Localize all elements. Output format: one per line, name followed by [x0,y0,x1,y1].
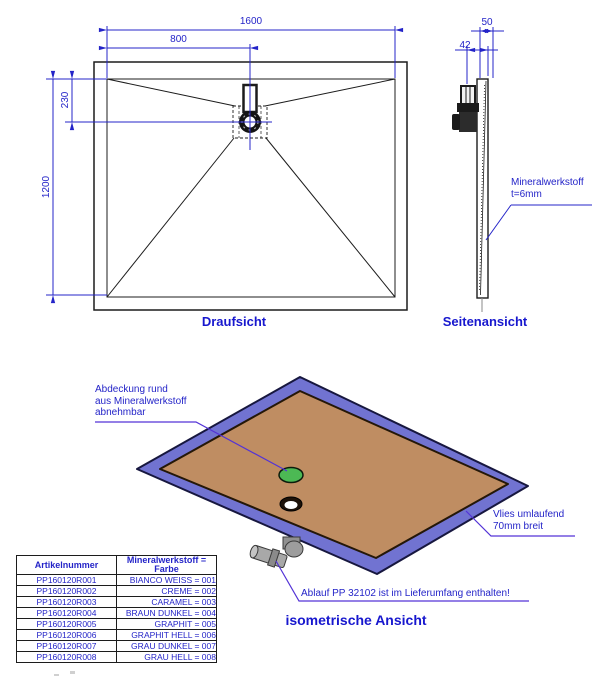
scan-artifact [54,674,59,676]
material-note: Mineralwerkstoff t=6mm [511,177,584,200]
table-row: PP160120R008 GRAU HELL = 008 [17,652,217,663]
dim-text-800: 800 [170,34,187,45]
round-cover-cap [279,468,303,483]
fleece-note: Vlies umlaufend 70mm breit [493,509,565,532]
side-view-outline [452,79,488,312]
tray-surface [160,391,508,558]
side-drain-body [459,112,477,132]
table-row: PP160120R003 CARAMEL = 003 [17,597,217,608]
dim-text-230: 230 [60,91,71,109]
header-artikelnummer: Artikelnummer [17,556,117,575]
parts-table [16,555,217,663]
header-farbe: Mineralwerkstoff = Farbe [117,556,217,575]
scan-artifact [70,671,75,674]
table-row: PP160120R007 GRAU DUNKEL = 007 [17,641,217,652]
table-row: PP160120R002 CREME = 002 [17,586,217,597]
side-view-dimensions [455,27,592,240]
material-note-leader [486,205,511,240]
dim-text-42: 42 [459,40,471,51]
side-drain-flange [457,103,479,112]
side-drain-stem [461,86,475,104]
cover-note: Abdeckung rund aus Mineralwerkstoff abnehmbar [95,384,187,418]
drain-note: Ablauf PP 32102 ist im Lieferumfang enthalten! [301,588,510,599]
dim-text-1600: 1600 [239,16,263,27]
side-drain-knob [452,114,460,130]
table-row: PP160120R006 GRAPHIT HELL = 006 [17,630,217,641]
dim-text-1200: 1200 [41,175,52,199]
iso-view [137,377,528,574]
iso-view-title: isometrische Ansicht [285,612,427,628]
top-view-title: Draufsicht [201,314,267,329]
table-row: PP160120R001 BIANCO WEISS = 001 [17,575,217,586]
table-row: PP160120R004 BRAUN DUNKEL = 004 [17,608,217,619]
table-row: PP160120R005 GRAPHIT = 005 [17,619,217,630]
iso-drain-fitting [248,537,303,570]
side-view-title: Seitenansicht [442,314,528,329]
table-header-row [17,556,217,575]
dim-text-50: 50 [481,17,493,28]
